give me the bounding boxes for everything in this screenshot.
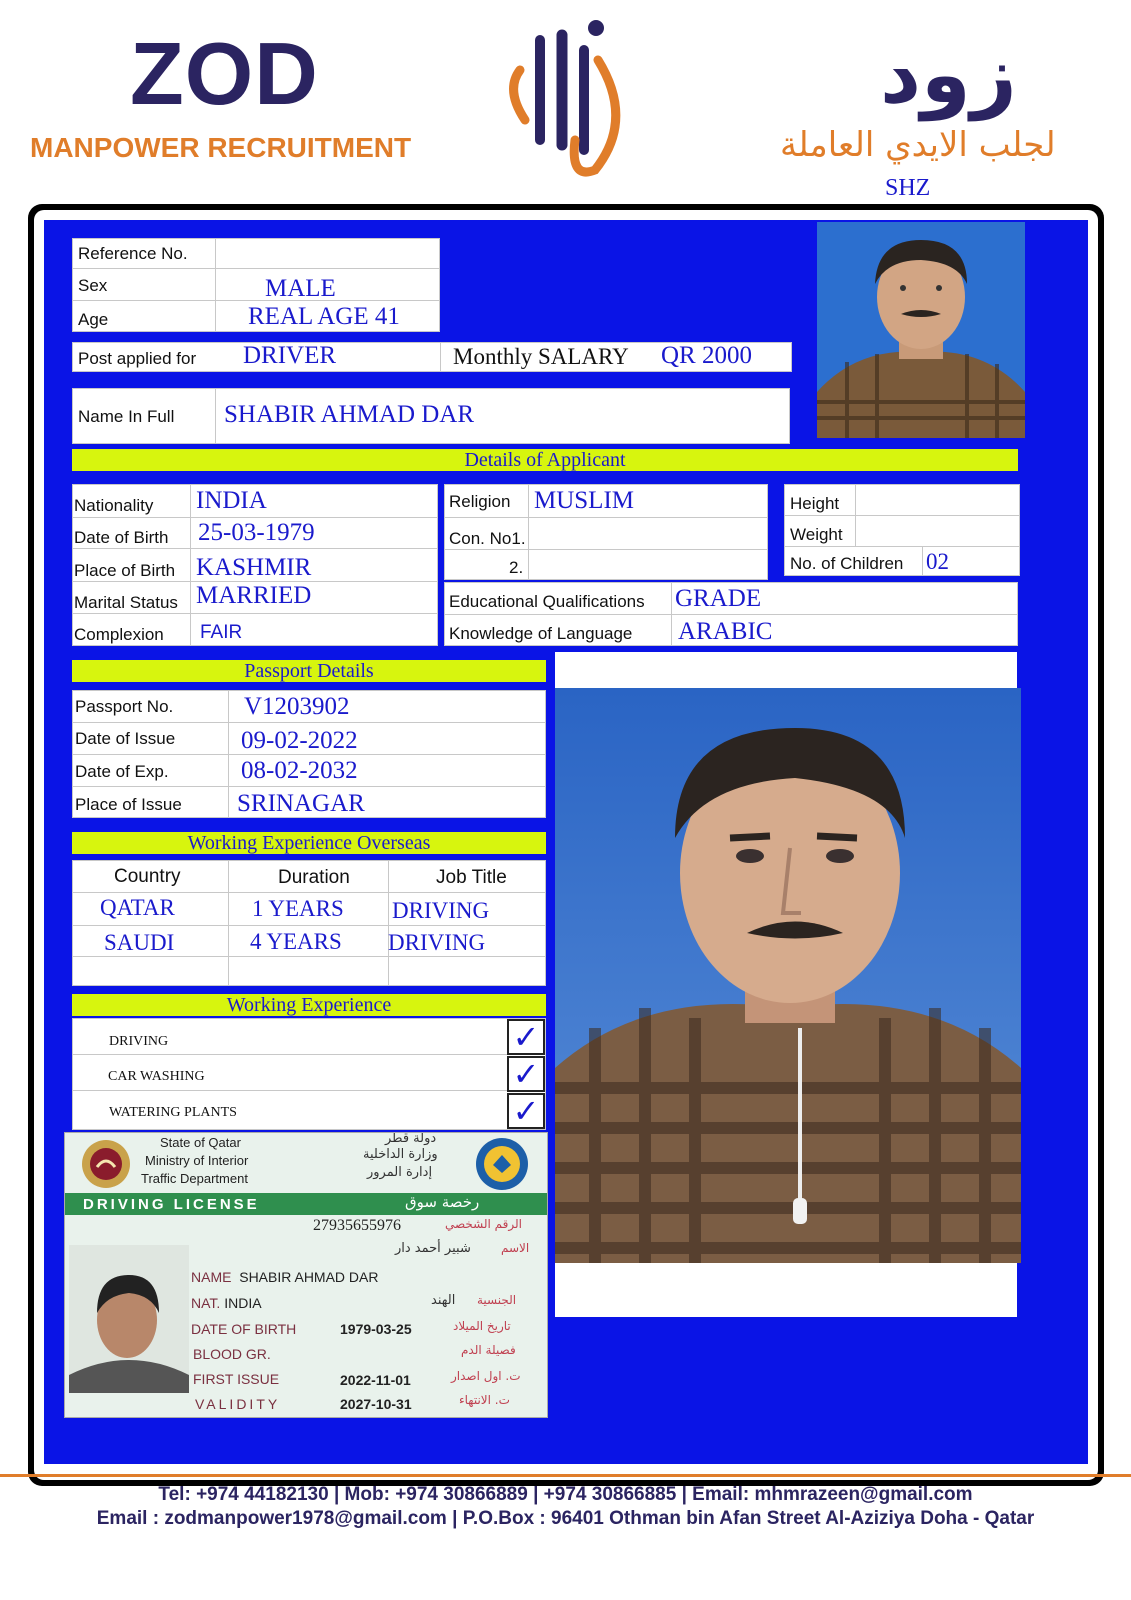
passport-exp-label: Date of Exp. [75, 762, 169, 781]
passport-place-label: Place of Issue [75, 795, 182, 814]
gcc-emblem-icon [473, 1135, 531, 1198]
license-name-ar-label: الاسم [501, 1241, 530, 1255]
overseas-row1-duration: 1 YEARS [252, 896, 344, 921]
license-photo [69, 1245, 189, 1393]
qatar-emblem-icon [79, 1137, 133, 1196]
name-value: SHABIR AHMAD DAR [224, 401, 475, 428]
post-value: DRIVER [243, 342, 337, 369]
license-nat-value: INDIA [224, 1295, 262, 1311]
passport-section-bar [72, 660, 546, 682]
overseas-header-duration: Duration [278, 867, 350, 888]
age-label: Age [78, 310, 109, 329]
license-dob-ar: تاريخ الميلاد [453, 1319, 511, 1333]
overseas-row1-job: DRIVING [392, 898, 490, 923]
driving-license-card [64, 1132, 548, 1418]
footer-divider [0, 1474, 1131, 1477]
check-icon: ✓ [507, 1093, 545, 1129]
language-label: Knowledge of Language [449, 624, 633, 643]
marital-label: Marital Status [74, 593, 178, 612]
complexion-label: Complexion [74, 625, 164, 644]
dob-value: 25-03-1979 [198, 519, 315, 546]
contact2-label: 2. [509, 558, 524, 577]
footer-contact-line2: Email : zodmanpower1978@gmail.com | P.O.Box : 96401 Othman bin Afan Street Al-Aziziya Doha - Qatar [96, 1508, 1035, 1529]
complexion-value: FAIR [200, 622, 243, 643]
license-validity-ar: ت. الانتهاء [459, 1393, 510, 1407]
pob-label: Place of Birth [74, 561, 176, 580]
footer-contact-line1: Tel: +974 44182130 | Mob: +974 30866889 | +974 30866885 | Email: mhmrazeen@gmail.com [158, 1484, 973, 1505]
religion-label: Religion [449, 492, 511, 511]
license-dept-en: Traffic Department [141, 1171, 248, 1186]
passport-section-title: Passport Details [244, 660, 374, 682]
overseas-section-bar [72, 832, 546, 854]
details-section-title: Details of Applicant [464, 449, 626, 471]
salary-value: QR 2000 [661, 342, 752, 369]
license-name-value: SHABIR AHMAD DAR [239, 1269, 379, 1285]
overseas-row1-country: QATAR [100, 895, 175, 920]
license-banner-en: DRIVING LICENSE [83, 1196, 260, 1213]
license-name-ar: شبير أحمد دار [395, 1241, 471, 1256]
license-nat-ar-label: الجنسية [477, 1293, 517, 1307]
salary-label: Monthly SALARY [453, 344, 629, 369]
license-id-number: 27935655976 [313, 1217, 401, 1234]
license-nat-label: NAT. [191, 1295, 221, 1311]
check-icon: ✓ [507, 1019, 545, 1055]
education-value: GRADE [675, 585, 762, 612]
contact1-label: Con. No1. [449, 529, 526, 548]
logo-subtitle: MANPOWER RECRUITMENT [30, 132, 412, 163]
weight-label: Weight [790, 525, 843, 544]
post-label: Post applied for [78, 349, 197, 368]
license-ministry-ar: وزارة الداخلية [363, 1147, 438, 1162]
dob-label: Date of Birth [74, 528, 169, 547]
passport-number-label: Passport No. [75, 697, 174, 716]
license-state-ar: دولة قطر [385, 1132, 437, 1146]
reference-label: Reference No. [78, 244, 188, 263]
overseas-header-job: Job Title [436, 867, 507, 888]
license-first-label: FIRST ISSUE [193, 1371, 280, 1387]
marital-value: MARRIED [196, 582, 312, 609]
license-dob-label: DATE OF BIRTH [191, 1321, 297, 1337]
license-name-label [191, 1269, 378, 1285]
license-first-ar: ت. اول اصدار [451, 1369, 521, 1383]
language-value: ARABIC [678, 618, 773, 645]
applicant-photo-small [817, 222, 1025, 438]
children-label: No. of Children [790, 554, 904, 573]
license-validity-label: VALIDITY [195, 1396, 281, 1412]
nationality-label: Nationality [74, 496, 154, 515]
passport-issue-value: 09-02-2022 [241, 727, 358, 754]
children-value: 02 [926, 549, 949, 574]
pob-value: KASHMIR [196, 554, 312, 581]
logo-arabic: زود [880, 28, 1017, 121]
experience-item-driving: DRIVING [109, 1034, 169, 1049]
experience-section-title: Working Experience [226, 994, 392, 1016]
license-ministry-en: Ministry of Interior [145, 1153, 249, 1168]
license-name-label-text: NAME [191, 1269, 232, 1285]
license-nat [191, 1295, 262, 1311]
passport-place-value: SRINAGAR [237, 790, 365, 817]
check-icon: ✓ [507, 1056, 545, 1092]
passport-exp-value: 08-02-2032 [241, 757, 358, 784]
license-state-en: State of Qatar [160, 1135, 241, 1150]
overseas-row2-duration: 4 YEARS [250, 929, 342, 954]
passport-number-value: V1203902 [244, 693, 350, 720]
license-first-value: 2022-11-01 [340, 1372, 411, 1388]
license-nat-ar-value: الهند [431, 1293, 456, 1308]
experience-item-watering: WATERING PLANTS [109, 1105, 237, 1120]
logo-arabic-subtitle: لجلب الايدي العاملة [780, 125, 1056, 165]
license-dob-value: 1979-03-25 [340, 1321, 412, 1337]
agency-code: SHZ [885, 175, 931, 201]
license-validity-value: 2027-10-31 [340, 1396, 412, 1412]
logo-text: ZOD [130, 24, 319, 123]
logo-mark-icon [500, 10, 640, 190]
license-blood-ar: فصيلة الدم [461, 1343, 516, 1357]
license-blood-label: BLOOD GR. [193, 1346, 271, 1362]
education-label: Educational Qualifications [449, 592, 645, 611]
passport-issue-label: Date of Issue [75, 729, 176, 748]
age-value: REAL AGE 41 [248, 303, 400, 330]
name-label: Name In Full [78, 407, 175, 426]
license-banner-ar: رخصة سوق [405, 1193, 480, 1211]
experience-item-car-washing: CAR WASHING [108, 1069, 205, 1084]
license-id-label-ar: الرقم الشخصي [445, 1217, 522, 1231]
experience-section-bar [72, 994, 546, 1016]
license-dept-ar: إدارة المرور [367, 1165, 433, 1180]
details-section-bar [72, 449, 1018, 471]
nationality-value: INDIA [196, 487, 267, 514]
height-label: Height [790, 494, 840, 513]
sex-value: MALE [265, 275, 336, 302]
sex-label: Sex [78, 276, 108, 295]
overseas-header-country: Country [114, 866, 181, 887]
overseas-section-title: Working Experience Overseas [187, 832, 431, 854]
religion-value: MUSLIM [534, 487, 635, 514]
overseas-row2-country: SAUDI [104, 930, 175, 955]
overseas-row2-job: DRIVING [388, 930, 486, 955]
applicant-photo-large [555, 688, 1021, 1263]
